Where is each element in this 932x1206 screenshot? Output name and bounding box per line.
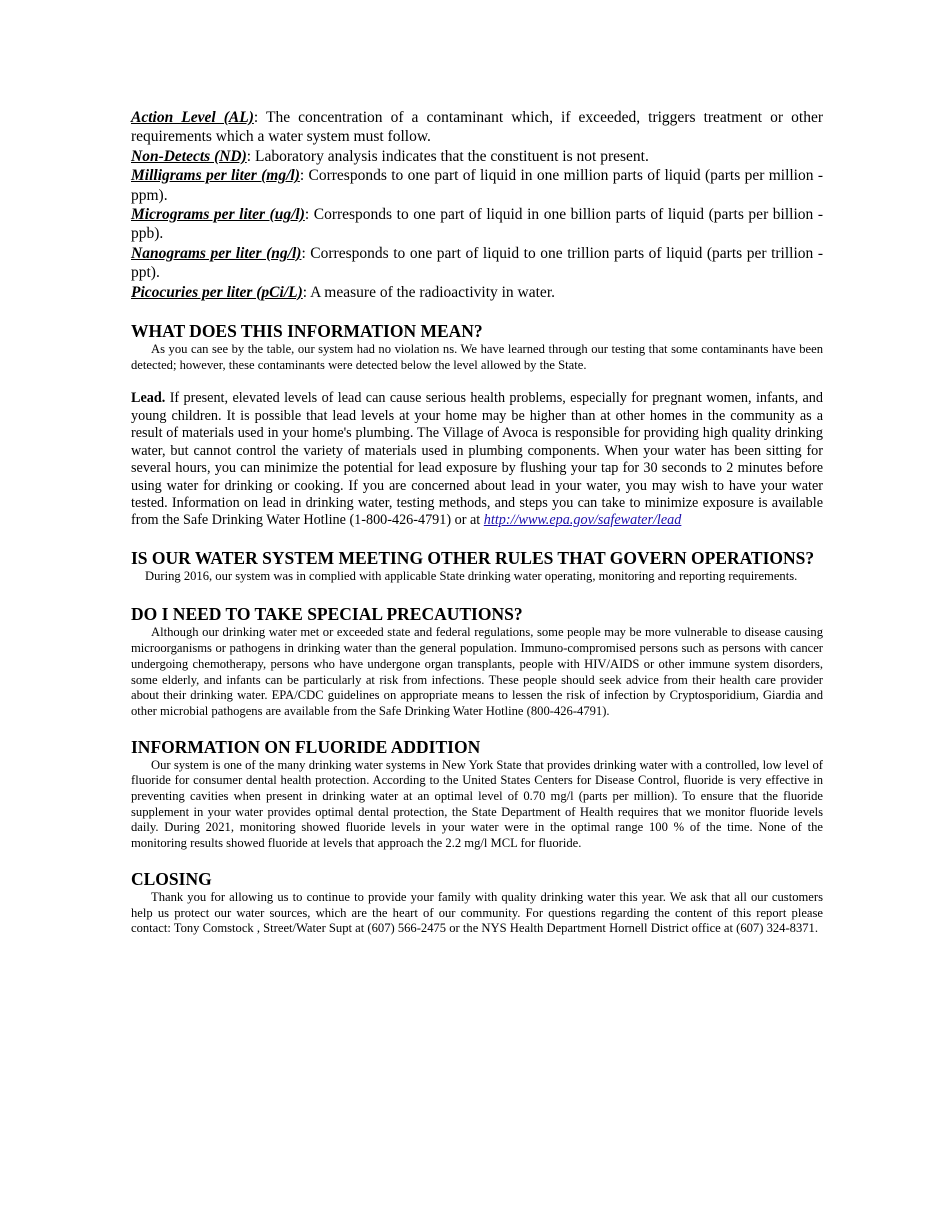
definition-micrograms (131, 205, 823, 244)
definition-action-level (131, 108, 823, 147)
rules-section (131, 548, 823, 585)
rules-text: During 2016, our system was in complied with applicable State drinking water operating, monitoring and reporting requirements. (145, 568, 798, 583)
definition-term: Nanograms per liter (ng/l) (131, 244, 302, 262)
definition-non-detects (131, 147, 823, 166)
definition-milligrams (131, 166, 823, 205)
definition-text: : Corresponds to one part of liquid to one trillion parts of liquid (parts per trillion - ppt). (131, 244, 824, 282)
definitions-list (131, 108, 823, 302)
rules-paragraph (131, 569, 823, 585)
closing-text: Thank you for allowing us to continue to provide your family with quality drinking water this year. We ask that all our customers help us protect our water sources, which are the heart of our community. For questions regarding the content of this report please contact: Tony Comstock , Street/Water Supt at (607) 566-2475 or the NYS Health Department Hornell District office at (607) 324-8371. (131, 889, 823, 936)
closing-paragraph (131, 890, 823, 937)
definition-term: Milligrams per liter (mg/l) (131, 167, 300, 185)
precautions-heading: DO I NEED TO TAKE SPECIAL PRECAUTIONS? (131, 604, 523, 625)
meaning-section (131, 321, 823, 373)
closing-heading: CLOSING (131, 868, 212, 889)
fluoride-paragraph (131, 758, 823, 852)
closing-section (131, 869, 823, 937)
meaning-paragraph (131, 342, 823, 373)
definition-term: Action Level (AL) (131, 109, 254, 126)
rules-heading: IS OUR WATER SYSTEM MEETING OTHER RULES THAT GOVERN OPERATIONS? (131, 547, 815, 568)
lead-section (131, 390, 823, 529)
meaning-heading: WHAT DOES THIS INFORMATION MEAN? (131, 321, 483, 342)
fluoride-heading: INFORMATION ON FLUORIDE ADDITION (131, 736, 481, 757)
definition-text: : Corresponds to one part of liquid in one million parts of liquid (parts per million - ppm). (131, 167, 823, 204)
definition-text: : Corresponds to one part of liquid in one billion parts of liquid (parts per billion - ppb). (131, 206, 823, 243)
definition-text: : A measure of the radioactivity in water. (302, 283, 555, 301)
fluoride-text: Our system is one of the many drinking water systems in New York State that provides drinking water with a controlled, low level of fluoride for consumer dental health protection. According to the United States Centers for Disease Control, fluoride is very effective in preventing cavities when present in drinking water at an optimal level of 0.70 mg/l (parts per million). To ensure that the fluoride supplement in your water provides optimal dental protection, the State Department of Health requires that we monitor fluoride levels daily. During 2021, monitoring showed fluoride levels in your water were in the optimal range 100 % of the time. None of the monitoring results showed fluoride at levels that approach the 2.2 mg/l MCL for fluoride. (131, 757, 823, 851)
precautions-section (131, 604, 823, 719)
lead-label: Lead. (131, 390, 166, 407)
meaning-text: As you can see by the table, our system had no violation ns. We have learned through our testing that some contaminants have been detected; however, these contaminants were detected below the level allowed by the State. (131, 342, 823, 372)
definition-picocuries (131, 283, 823, 302)
lead-paragraph (131, 390, 823, 529)
definition-term: Non-Detects (ND) (131, 147, 247, 165)
definition-text: : The concentration of a contaminant which, if exceeded, triggers treatment or other requirements which a water system must follow. (131, 109, 823, 146)
definition-term: Picocuries per liter (pCi/L) (131, 283, 303, 301)
epa-lead-link[interactable]: http://www.epa.gov/safewater/lead (483, 512, 682, 529)
definition-term: Micrograms per liter (ug/l) (131, 206, 305, 224)
definition-text: : Laboratory analysis indicates that the constituent is not present. (246, 147, 649, 165)
precautions-paragraph (131, 625, 823, 719)
lead-text: If present, elevated levels of lead can cause serious health problems, especially for pregnant women, infants, and young children. It is possible that lead levels at your home may be higher than at other homes in the community as a result of materials used in your home's plumbing. The Village of Avoca is responsible for providing high quality drinking water, but cannot control the variety of materials used in plumbing components. When your water has been sitting for several hours, you can minimize the potential for lead exposure by flushing your tap for 30 seconds to 2 minutes before using water for drinking or cooking. If you are concerned about lead in your water, you may wish to have your water tested. Information on lead in drinking water, testing methods, and steps you can take to minimize exposure is available from the Safe Drinking Water Hotline (1-800-426-4791) or at (131, 390, 823, 529)
page-content (131, 108, 823, 937)
precautions-text: Although our drinking water met or exceeded state and federal regulations, some people may be more vulnerable to disease causing microorganisms or pathogens in drinking water than the general population. Immuno-compromised persons such as persons with cancer undergoing chemotherapy, persons who have undergone organ transplants, people with HIV/AIDS or other immune system disorders, some elderly, and infants can be particularly at risk from infections. These people should seek advice from their health care provider about their drinking water. EPA/CDC guidelines on appropriate means to lessen the risk of infection by Cryptosporidium, Giardia and other microbial pathogens are available from the Safe Drinking Water Hotline (800-426-4791). (131, 625, 823, 718)
definition-nanograms (131, 244, 823, 283)
fluoride-section (131, 737, 823, 852)
